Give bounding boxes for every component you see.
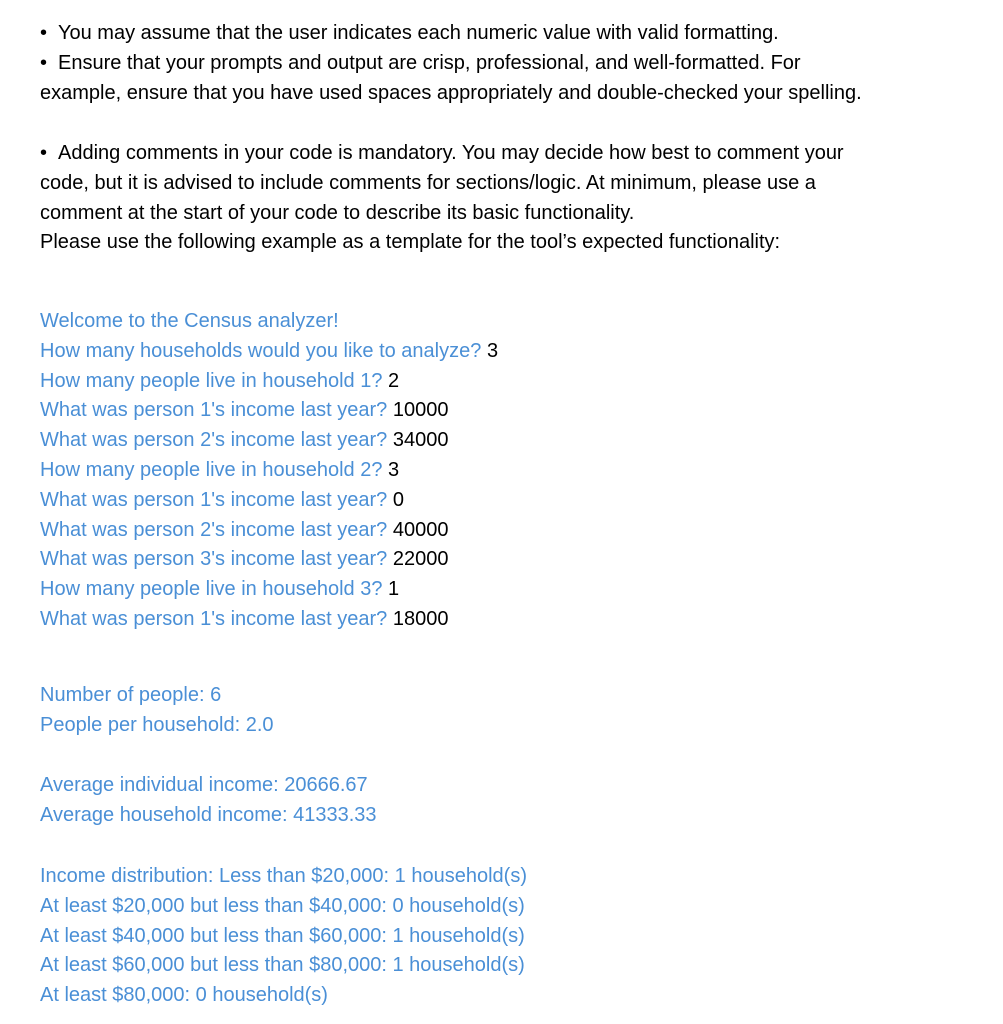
session-line — [40, 307, 970, 337]
session-line — [40, 605, 970, 635]
output-people: Number of people: 6 People per household: 2.0 — [40, 684, 274, 736]
session-line — [40, 456, 970, 486]
answer-text: 10000 — [392, 399, 449, 422]
answer-text: 1 — [388, 578, 400, 601]
answer-text: 0 — [392, 488, 404, 511]
answer-text: 22000 — [392, 548, 449, 571]
prompt-text: What was person 1's income last year? — [40, 607, 388, 630]
session-line — [40, 396, 970, 426]
session-line — [40, 337, 970, 367]
prompt-text: How many people live in household 2? — [40, 458, 383, 481]
answer-text: 34000 — [392, 429, 449, 452]
session-line — [40, 426, 970, 456]
output-distribution: Income distribution: Less than $20,000: 1 household(s) At least $20,000 but less than $40,000: 0 household(s) At least $40,000 but less than $60,000: 1 household(s) At least $60,000 but less than $80,000: 1 household(s) At least $80,000: 0 household(s) — [40, 865, 527, 1007]
prompt-text: How many people live in household 1? — [40, 369, 383, 392]
prompt-text: Welcome to the Census analyzer! — [40, 310, 339, 332]
prompt-text: How many households would you like to analyze? — [40, 339, 482, 362]
session-line — [40, 575, 970, 605]
answer-text: 40000 — [392, 518, 449, 541]
answer-text: 3 — [388, 458, 400, 481]
prompt-text: What was person 2's income last year? — [40, 429, 388, 452]
session-line — [40, 516, 970, 546]
prompt-text: How many people live in household 3? — [40, 578, 383, 601]
answer-text: 2 — [388, 369, 400, 392]
session-line — [40, 486, 970, 516]
session-line — [40, 367, 970, 397]
bullet: • — [40, 51, 48, 74]
prompt-text: What was person 2's income last year? — [40, 518, 388, 541]
answer-text: 3 — [486, 339, 499, 362]
answer-text: 18000 — [392, 607, 449, 630]
template-intro: Please use the following example as a template for the tool’s expected functionality: — [40, 231, 781, 254]
instruction-bullet-3: • Adding comments in your code is mandatory. You may decide how best to comment your code, but it is advised to include comments for sections/logic. At minimum, please use a comment at the start of your code to describe its basic functionality. Please use the following example as a template for the tool’s expected functionality: — [40, 139, 970, 258]
bullet: • — [40, 142, 48, 164]
prompt-text: What was person 1's income last year? — [40, 399, 388, 422]
bullet: • — [40, 22, 48, 44]
session-line — [40, 545, 970, 575]
prompt-text: What was person 1's income last year? — [40, 488, 388, 511]
prompt-text: What was person 3's income last year? — [40, 548, 388, 571]
instruction-bullet-1: • You may assume that the user indicates each numeric value with valid formatting. • Ensure that your prompts and output are crisp, professional, and well-formatted. For example, ensure that you have used spaces appropriately and double-checked your spelling. — [40, 19, 970, 108]
output-income: Average individual income: 20666.67 Average household income: 41333.33 — [40, 774, 377, 826]
example-session — [40, 307, 970, 635]
